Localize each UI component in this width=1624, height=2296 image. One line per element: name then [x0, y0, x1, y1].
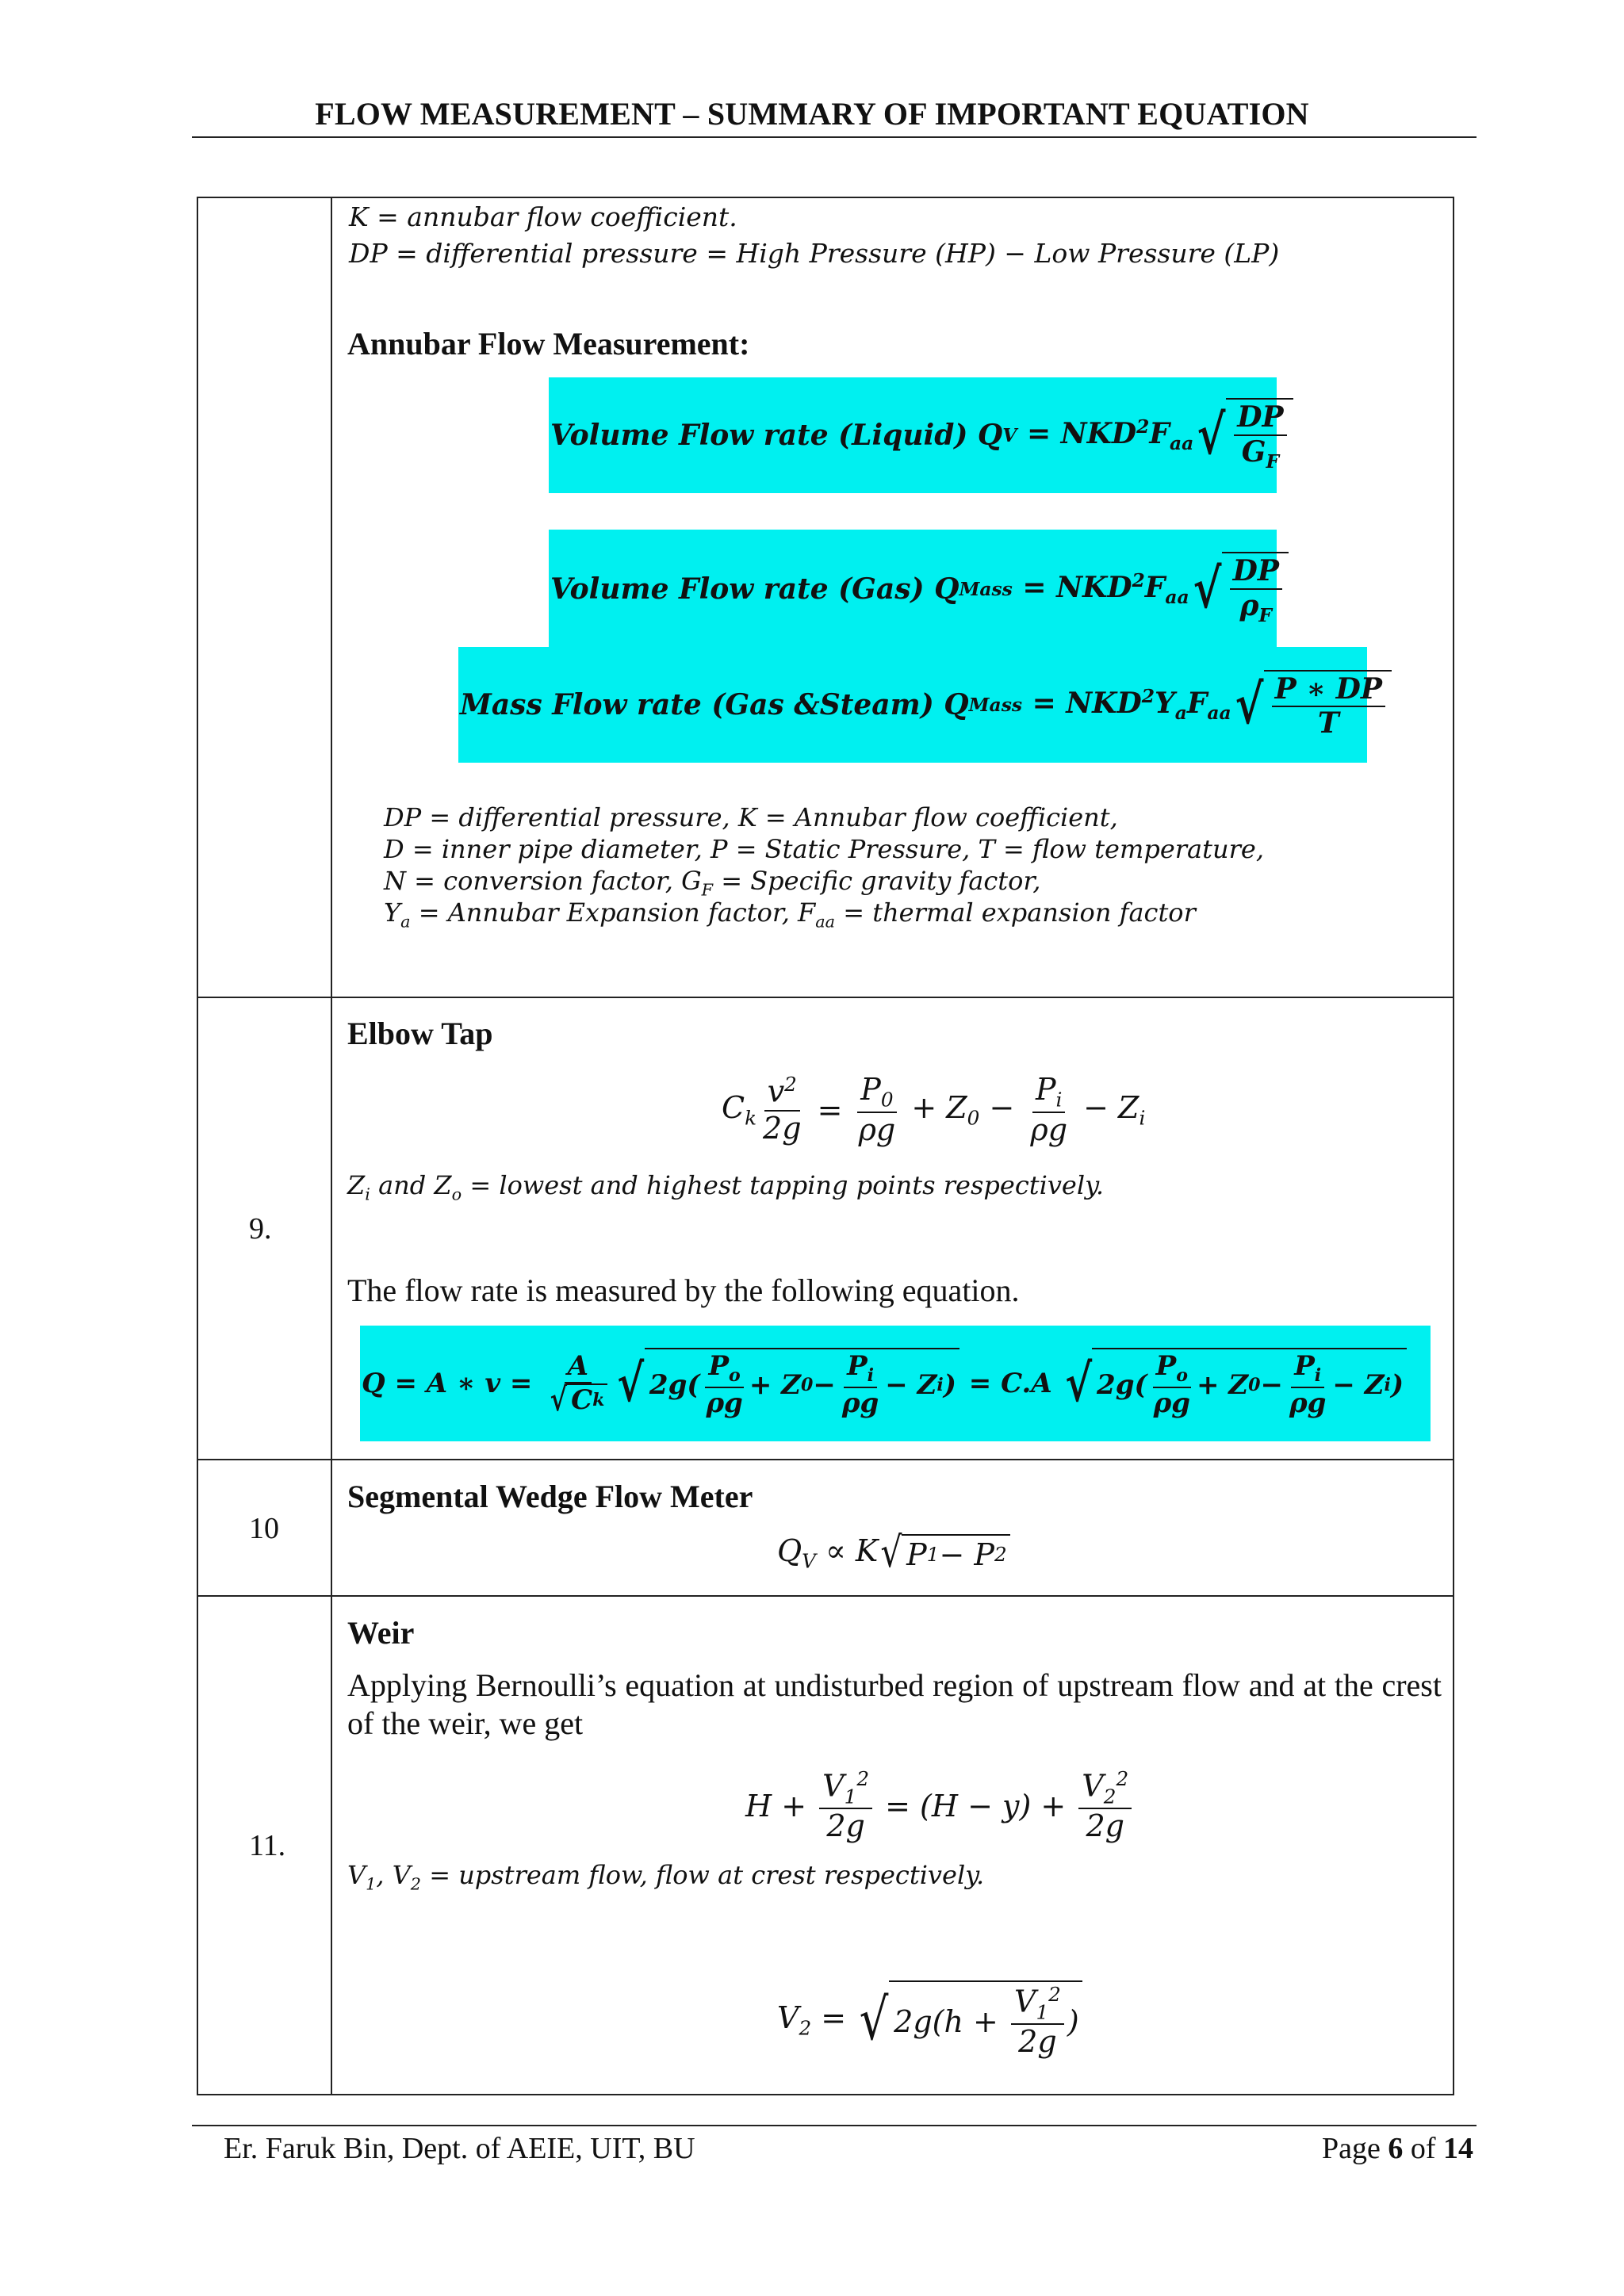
equation-mass-label: Mass Flow rate (Gas &Steam) Q	[460, 688, 969, 721]
table-column-divider	[331, 197, 332, 2095]
wedge-equation: $Q_V \propto K$ √ P 1 − P 2	[777, 1525, 1010, 1581]
legend-line-2: D = inner pipe diameter, P = Static Pressure, T = flow temperature,	[384, 834, 1264, 864]
elbow-tap-note: $Z_i$ and $Z_o$ = lowest and highest tapping points respectively.	[347, 1170, 1105, 1204]
wedge-heading: Segmental Wedge Flow Meter	[347, 1479, 753, 1514]
equation-volume-flow-gas: Volume Flow rate (Gas) Q Mass = $NKD^2F_{aa}$ √ $\frac{DP}{\rho_F}$	[550, 533, 1289, 645]
definition-k: K = annubar flow coefficient.	[349, 201, 737, 232]
legend-line-1: DP = differential pressure, K = Annubar flow coefficient,	[384, 802, 1118, 832]
row-divider-10-11	[197, 1595, 1454, 1597]
equation-mass-flow: Mass Flow rate (Gas &Steam) Q Mass = $NKD^2Y_aF_{aa}$ √ $\frac{P ∗ DP}{T}$	[460, 649, 1392, 761]
table-left-border	[197, 197, 198, 2095]
legend-line-3: N = conversion factor, $G_F$ = Specific gravity factor,	[384, 866, 1041, 900]
table-bottom-border	[197, 2094, 1454, 2095]
row-number-10: 10	[249, 1512, 279, 1545]
legend-line-4: $Y_a$ = Annubar Expansion factor, $F_{aa}$ = thermal expansion factor	[384, 897, 1196, 932]
definition-dp: DP = differential pressure = High Pressure (HP) − Low Pressure (LP)	[349, 238, 1280, 269]
elbow-tap-equation: $C_k$ $\frac{v^2}{2g}$ = $\frac{P_0}{\rho g}$ + $Z_0$ − $\frac{P_i}{\rho g}$ − $Z_i$	[722, 1071, 1146, 1147]
row-number-11: 11.	[249, 1829, 286, 1862]
annubar-heading: Annubar Flow Measurement:	[347, 326, 750, 362]
elbow-tap-text: The flow rate is measured by the following equation.	[347, 1272, 1020, 1308]
table-right-border	[1453, 197, 1454, 2095]
footer-page-number: Page 6 of 14	[1321, 2132, 1473, 2165]
equation-liquid-label: Volume Flow rate (Liquid) Q	[550, 419, 1003, 452]
weir-velocity-equation: $V_2$ = √ 2g(h + $\frac{V_1^2}{2g}$ )	[777, 1965, 1082, 2076]
footer-author: Er. Faruk Bin, Dept. of AEIE, UIT, BU	[224, 2132, 695, 2165]
weir-note: $V_1$, $V_2$ = upstream flow, flow at crest respectively.	[347, 1860, 985, 1894]
weir-heading: Weir	[347, 1615, 415, 1651]
page-header-title: FLOW MEASUREMENT – SUMMARY OF IMPORTANT EQUATION	[315, 96, 1309, 132]
equation-gas-label: Volume Flow rate (Gas) Q	[550, 572, 959, 606]
row-number-9: 9.	[249, 1212, 272, 1246]
table-top-border	[197, 197, 1454, 198]
flow-rate-equation: Q = A ∗ v = A √ C k √ 2g( $\frac{P_o}{\rho g}$ + Z 0 − $\frac{P_i}{\rho g}$ − Z i ) = C.A √ 2g( $\frac{P_o}{\rho g}$ + Z 0 − $\frac{P_i}{\rho g}$ − Z i )	[362, 1327, 1407, 1440]
weir-bernoulli-equation: H + $\frac{V_1^2}{2g}$ = (H − y) + $\frac{V_2^2}{2g}$	[745, 1758, 1135, 1854]
row-divider-9-10	[197, 1459, 1454, 1460]
equation-volume-flow-liquid: Volume Flow rate (Liquid) Q V = $NKD^2F_{aa}$ √ $\frac{DP}{G_F}$	[550, 379, 1293, 492]
elbow-tap-heading: Elbow Tap	[347, 1016, 493, 1051]
row-divider-8-9	[197, 997, 1454, 998]
footer-rule	[192, 2125, 1477, 2126]
weir-text: Applying Bernoulli’s equation at undisturbed region of upstream flow and at the crest of the weir, we get	[347, 1667, 1442, 1741]
header-rule	[192, 136, 1477, 138]
